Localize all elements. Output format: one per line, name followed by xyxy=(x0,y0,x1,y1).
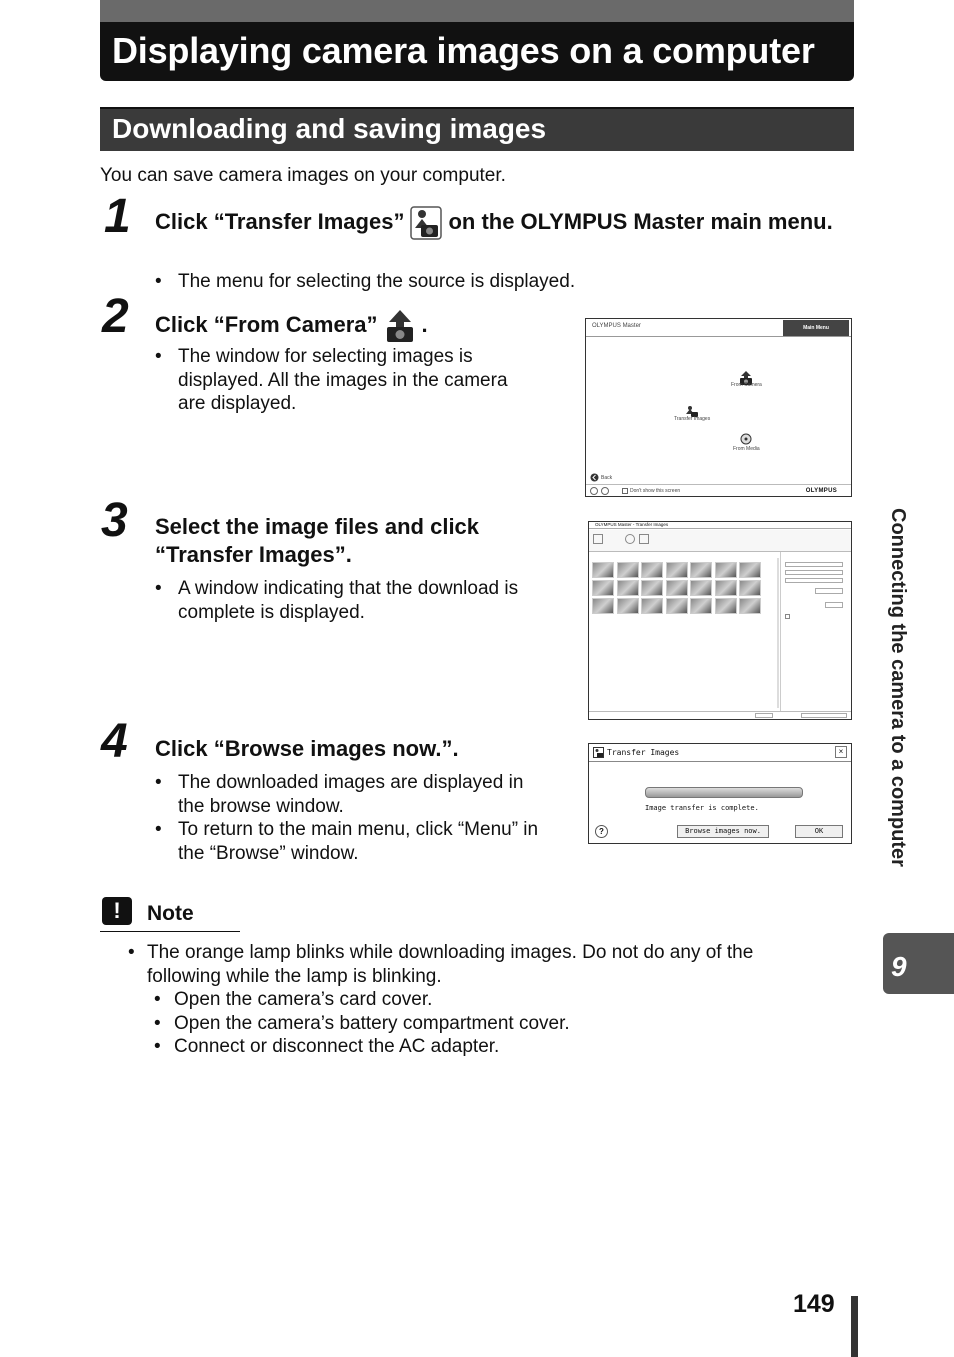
page-number: 149 xyxy=(793,1290,835,1318)
back-arrow-icon[interactable] xyxy=(590,473,599,482)
list-item: • The menu for selecting the source is displayed. xyxy=(155,270,755,294)
image-thumbnail[interactable] xyxy=(617,580,639,596)
folder-select-3[interactable] xyxy=(785,578,843,583)
list-item: • A window indicating that the download is complete is displayed. xyxy=(155,577,535,624)
dialog-title: Transfer Images xyxy=(607,748,680,757)
image-thumbnail[interactable] xyxy=(739,580,761,596)
image-thumbnail[interactable] xyxy=(617,598,639,614)
transfer-images-button[interactable] xyxy=(755,713,773,718)
step-2-bullets xyxy=(155,345,535,416)
screenshot-transfer-menu xyxy=(585,318,852,497)
chapter-side-label xyxy=(883,508,919,928)
folder-select-2[interactable] xyxy=(785,570,843,575)
menu-window-header xyxy=(586,319,851,337)
step-4-title: Click “Browse images now.”. xyxy=(155,736,459,761)
transfer-tool-icon[interactable] xyxy=(625,534,635,544)
chapter-title-bar xyxy=(100,0,854,81)
step-3-title: Select the image files and click “Transfer Images”. xyxy=(155,514,480,567)
image-thumbnail[interactable] xyxy=(641,580,663,596)
section-header-bar xyxy=(100,107,854,151)
menu-window-footer xyxy=(586,484,851,496)
title-top-strip xyxy=(100,0,854,22)
from-media-label[interactable]: From Media xyxy=(733,446,760,452)
image-thumbnail[interactable] xyxy=(641,598,663,614)
selection-window-title: OLYMPUS Master - Transfer Images xyxy=(595,522,669,527)
image-thumbnail[interactable] xyxy=(592,580,614,596)
image-thumbnail[interactable] xyxy=(592,562,614,578)
ok-button[interactable]: OK xyxy=(795,825,843,838)
selection-window-titlebar xyxy=(589,522,851,529)
transfer-images-icon xyxy=(410,206,442,240)
image-thumbnail[interactable] xyxy=(617,562,639,578)
list-item: • To return to the main menu, click “Menu” in the “Browse” window. xyxy=(155,818,545,865)
image-thumbnail[interactable] xyxy=(715,562,737,578)
transfer-start-button[interactable] xyxy=(801,713,847,718)
step-2-title-after: . xyxy=(421,311,428,337)
selection-toolbar xyxy=(589,530,851,552)
chapter-side-text: Connecting the camera to a computer xyxy=(887,508,909,867)
chapter-tab xyxy=(883,933,954,994)
page-number-bar xyxy=(851,1296,858,1357)
menu-tool-icon[interactable] xyxy=(593,534,603,544)
note-header xyxy=(100,897,240,932)
image-thumbnail[interactable] xyxy=(739,598,761,614)
list-item: • Open the camera’s battery compartment cover. xyxy=(151,1012,814,1036)
transfer-complete-message: Image transfer is complete. xyxy=(645,804,759,812)
help-tool-icon[interactable] xyxy=(639,534,649,544)
olympus-logo: OLYMPUS xyxy=(805,488,837,494)
step-4-bullets xyxy=(155,771,545,865)
image-thumbnail[interactable] xyxy=(690,598,712,614)
image-thumbnail[interactable] xyxy=(592,598,614,614)
screenshot-transfer-complete xyxy=(588,743,852,844)
image-thumbnail[interactable] xyxy=(666,580,688,596)
from-media-icon[interactable] xyxy=(740,433,752,445)
close-icon[interactable]: × xyxy=(835,746,847,758)
image-thumbnail[interactable] xyxy=(690,580,712,596)
page-title: Displaying camera images on a computer xyxy=(112,30,815,71)
progress-bar xyxy=(645,787,803,798)
step-1-bullets xyxy=(155,270,755,294)
back-label[interactable]: Back xyxy=(601,475,613,481)
image-thumbnail[interactable] xyxy=(666,598,688,614)
dont-show-checkbox[interactable] xyxy=(622,488,628,494)
selection-options-panel xyxy=(780,552,850,712)
step-number-3: 3 xyxy=(101,494,128,547)
step-number-4: 4 xyxy=(101,715,128,768)
selection-footer xyxy=(589,711,851,719)
from-camera-icon xyxy=(384,309,416,343)
step-2-title xyxy=(155,309,555,343)
step-1-title xyxy=(155,206,855,240)
step-number-2: 2 xyxy=(102,290,129,343)
info-icon[interactable] xyxy=(601,487,609,495)
help-icon[interactable]: ? xyxy=(595,825,608,838)
folder-select-1[interactable] xyxy=(785,562,843,567)
note-text: The orange lamp blinks while downloading images. Do not do any of the following while the lamp is blinking. xyxy=(147,942,754,987)
image-thumbnail[interactable] xyxy=(715,580,737,596)
dialog-divider xyxy=(589,761,851,762)
list-item: • Open the camera’s card cover. xyxy=(151,988,814,1012)
image-thumbnail[interactable] xyxy=(715,598,737,614)
transfer-images-label[interactable]: Transfer Images xyxy=(674,416,711,422)
thumbnail-grid xyxy=(592,562,766,614)
image-thumbnail[interactable] xyxy=(690,562,712,578)
list-item: • The window for selecting images is displayed. All the images in the camera are displayed. xyxy=(155,345,535,416)
step-3-bullets xyxy=(155,577,535,624)
note-list xyxy=(124,941,814,1059)
set-default-button[interactable] xyxy=(815,588,843,594)
help-icon[interactable] xyxy=(590,487,598,495)
from-camera-label[interactable]: From Camera xyxy=(731,382,762,388)
screenshot-image-selection xyxy=(588,521,852,720)
note-sub-list xyxy=(151,988,814,1059)
image-thumbnail[interactable] xyxy=(666,562,688,578)
option-checkbox[interactable] xyxy=(785,614,790,619)
browse-button[interactable] xyxy=(825,602,843,608)
browse-images-now-button[interactable]: Browse images now. xyxy=(677,825,769,838)
dont-show-label: Don't show this screen xyxy=(630,488,681,494)
chapter-number: 9 xyxy=(891,951,907,982)
note-label: Note xyxy=(147,902,194,925)
section-title: Downloading and saving images xyxy=(112,113,547,144)
intro-text: You can save camera images on your computer. xyxy=(100,165,506,186)
menu-window-title: OLYMPUS Master xyxy=(592,323,641,329)
image-thumbnail[interactable] xyxy=(739,562,761,578)
image-thumbnail[interactable] xyxy=(641,562,663,578)
main-menu-button[interactable]: Main Menu xyxy=(783,320,849,336)
transfer-images-icon xyxy=(593,747,604,758)
step-number-1: 1 xyxy=(104,190,131,243)
exclamation-icon: ! xyxy=(102,897,132,925)
list-item: • The downloaded images are displayed in the browse window. xyxy=(155,771,545,818)
step-1-title-before: Click “Transfer Images” xyxy=(155,208,405,234)
list-item: • Connect or disconnect the AC adapter. xyxy=(151,1035,814,1059)
step-2-title-before: Click “From Camera” xyxy=(155,311,378,337)
step-1-title-after: on the OLYMPUS Master main menu. xyxy=(448,208,833,234)
scrollbar[interactable] xyxy=(777,558,779,708)
list-item xyxy=(124,941,814,1059)
